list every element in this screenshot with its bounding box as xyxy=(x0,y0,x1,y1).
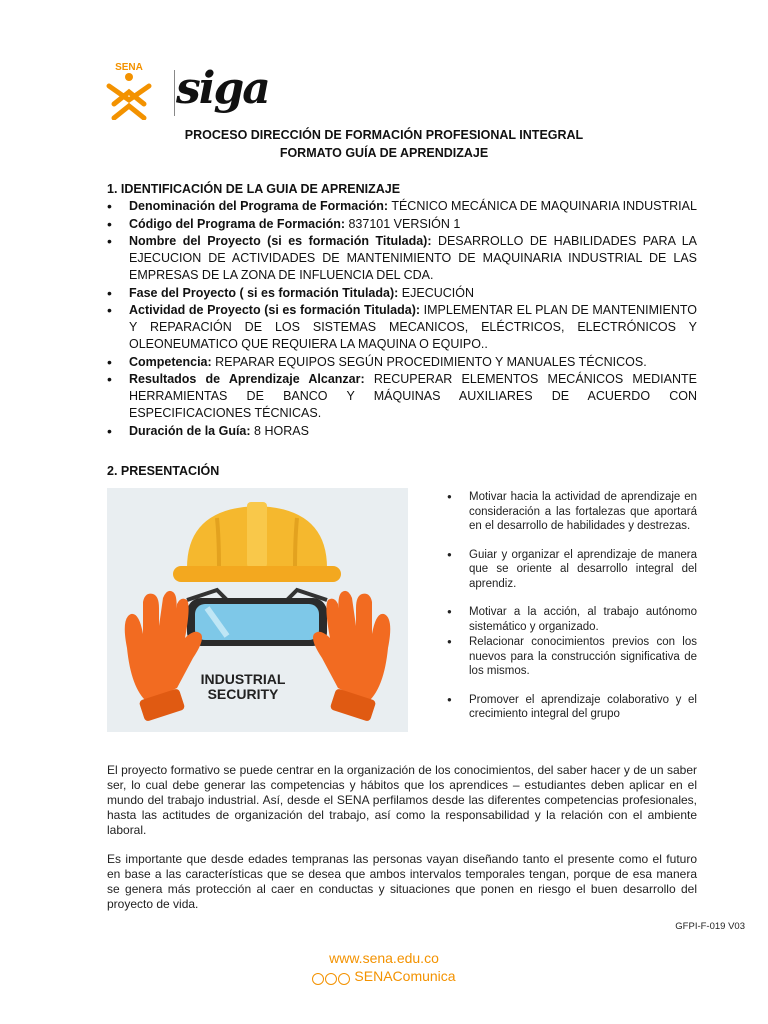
list-item xyxy=(107,216,697,233)
item-value: 8 HORAS xyxy=(250,423,309,438)
list-item xyxy=(107,423,697,440)
item-value: TÉCNICO MECÁNICA DE MAQUINARIA INDUSTRIAL xyxy=(388,199,697,213)
presentation-paragraph-2: Es importante que desde edades tempranas las personas vayan diseñando tanto el presente como el futuro en base a las características que se desea que ambos intervalos temporales tengan, porque de esa manera se genera más protección al caer en conductas y situaciones que ponen en riesgo el buen desarrollo del proyecto de vida. xyxy=(107,852,697,911)
item-label: Nombre del Proyecto (si es formación Titulada): xyxy=(129,234,432,248)
item-label: Código del Programa de Formación: xyxy=(129,216,345,231)
list-item xyxy=(107,302,697,353)
presentation-bullets xyxy=(447,490,697,723)
social-icons xyxy=(312,969,351,985)
section-heading-identification: 1. IDENTIFICACIÓN DE LA GUIA DE APRENIZAJE xyxy=(107,182,401,196)
item-value: DESARROLLO DE HABILIDADES PARA LA EJECUCION DE ACTIVIDADES DE MANTENIMIENTO DE MAQUINARIA INDUSTRIAL DE LAS EMPRESAS DE LA ZONA DE INFLUENCIA DEL CDA. xyxy=(129,234,697,282)
list-item xyxy=(107,371,697,422)
list-item: ● Motivar hacia la actividad de aprendizaje en consideración a las fortalezas que aportará en el desarrollo de habilidades y destrezas. xyxy=(447,490,697,534)
sena-logo-label: SENA xyxy=(115,62,143,73)
industrial-security-illustration xyxy=(107,488,408,732)
instagram-icon[interactable] xyxy=(325,973,337,985)
list-item: ● Motivar a la acción, al trabajo autónomo sistemático y organizado. xyxy=(447,605,697,634)
item-label: Competencia: xyxy=(129,354,212,369)
footer-social xyxy=(0,968,768,985)
list-item xyxy=(107,354,697,371)
list-item xyxy=(107,285,697,302)
list-item xyxy=(107,233,697,284)
item-value: REPARAR EQUIPOS SEGÚN PROCEDIMIENTO Y MANUALES TÉCNICOS. xyxy=(211,354,647,369)
process-title: PROCESO DIRECCIÓN DE FORMACIÓN PROFESIONAL INTEGRAL xyxy=(184,128,584,142)
section-heading-presentation: 2. PRESENTACIÓN xyxy=(107,464,220,478)
hard-hat-icon xyxy=(173,502,341,582)
item-value: EJECUCIÓN xyxy=(398,285,474,300)
item-label: Actividad de Proyecto (si es formación Titulada): xyxy=(129,303,421,317)
item-label: Resultados de Aprendizaje Alcanzar: xyxy=(129,372,365,386)
item-value: RECUPERAR ELEMENTOS MECÁNICOS MEDIANTE HERRAMIENTAS DE BANCO Y MÁQUINAS AUXILIARES DE ACUERDO CON ESPECIFICACIONES TÉCNICAS. xyxy=(129,372,697,420)
presentation-paragraph-1: El proyecto formativo se puede centrar en la organización de los conocimientos, del saber hacer y de un saber ser, lo cual debe generar las competencias y hábitos que los aprendices – estudiantes deben aplicar en el mundo del trabajo industrial. Así, desde el SENA perfilamos desde las diferentes competencias profesionales, hasta las actitudes de organización del trabajo, así como la responsabilidad y la relación con el ambiente laboral. xyxy=(107,763,697,837)
list-item: ● Promover el aprendizaje colaborativo y el crecimiento integral del grupo xyxy=(447,693,697,722)
facebook-icon[interactable] xyxy=(338,973,350,985)
siga-logo: siga xyxy=(176,63,269,114)
item-label: Duración de la Guía: xyxy=(129,423,251,438)
footer-website-link[interactable]: www.sena.edu.co xyxy=(329,950,439,966)
item-label: Denominación del Programa de Formación: xyxy=(129,199,389,213)
illustration-title-line2: SECURITY xyxy=(207,686,279,702)
logo-divider xyxy=(174,70,175,116)
twitter-icon[interactable] xyxy=(312,973,324,985)
item-label: Fase del Proyecto ( si es formación Titulada): xyxy=(129,285,399,300)
illustration-title-line1: INDUSTRIAL xyxy=(200,671,286,687)
sena-logo-icon xyxy=(106,60,152,120)
item-value: IMPLEMENTAR EL PLAN DE MANTENIMIENTO Y REPARACIÓN DE LOS SISTEMAS MECANICOS, ELÉCTRICOS, ELECTRÓNICOS Y OLEONEUMATICO QUE REQUIERA LA MAQUINA O EQUIPO.. xyxy=(129,303,697,351)
item-value: 837101 VERSIÓN 1 xyxy=(345,216,461,231)
list-item: ● Guiar y organizar el aprendizaje de manera que se oriente al desarrollo integral del aprendiz. xyxy=(447,548,697,592)
list-item: ● Relacionar conocimientos previos con los nuevos para la construcción significativa de los mismos. xyxy=(447,635,697,679)
document-code: GFPI-F-019 V03 xyxy=(675,921,745,932)
header-logos xyxy=(18,60,336,122)
list-item xyxy=(107,198,697,215)
format-title: FORMATO GUÍA DE APRENDIZAJE xyxy=(279,146,489,160)
safety-goggles-icon xyxy=(187,590,327,646)
social-handle[interactable]: SENAComunica xyxy=(354,968,456,984)
identification-list xyxy=(107,198,697,440)
